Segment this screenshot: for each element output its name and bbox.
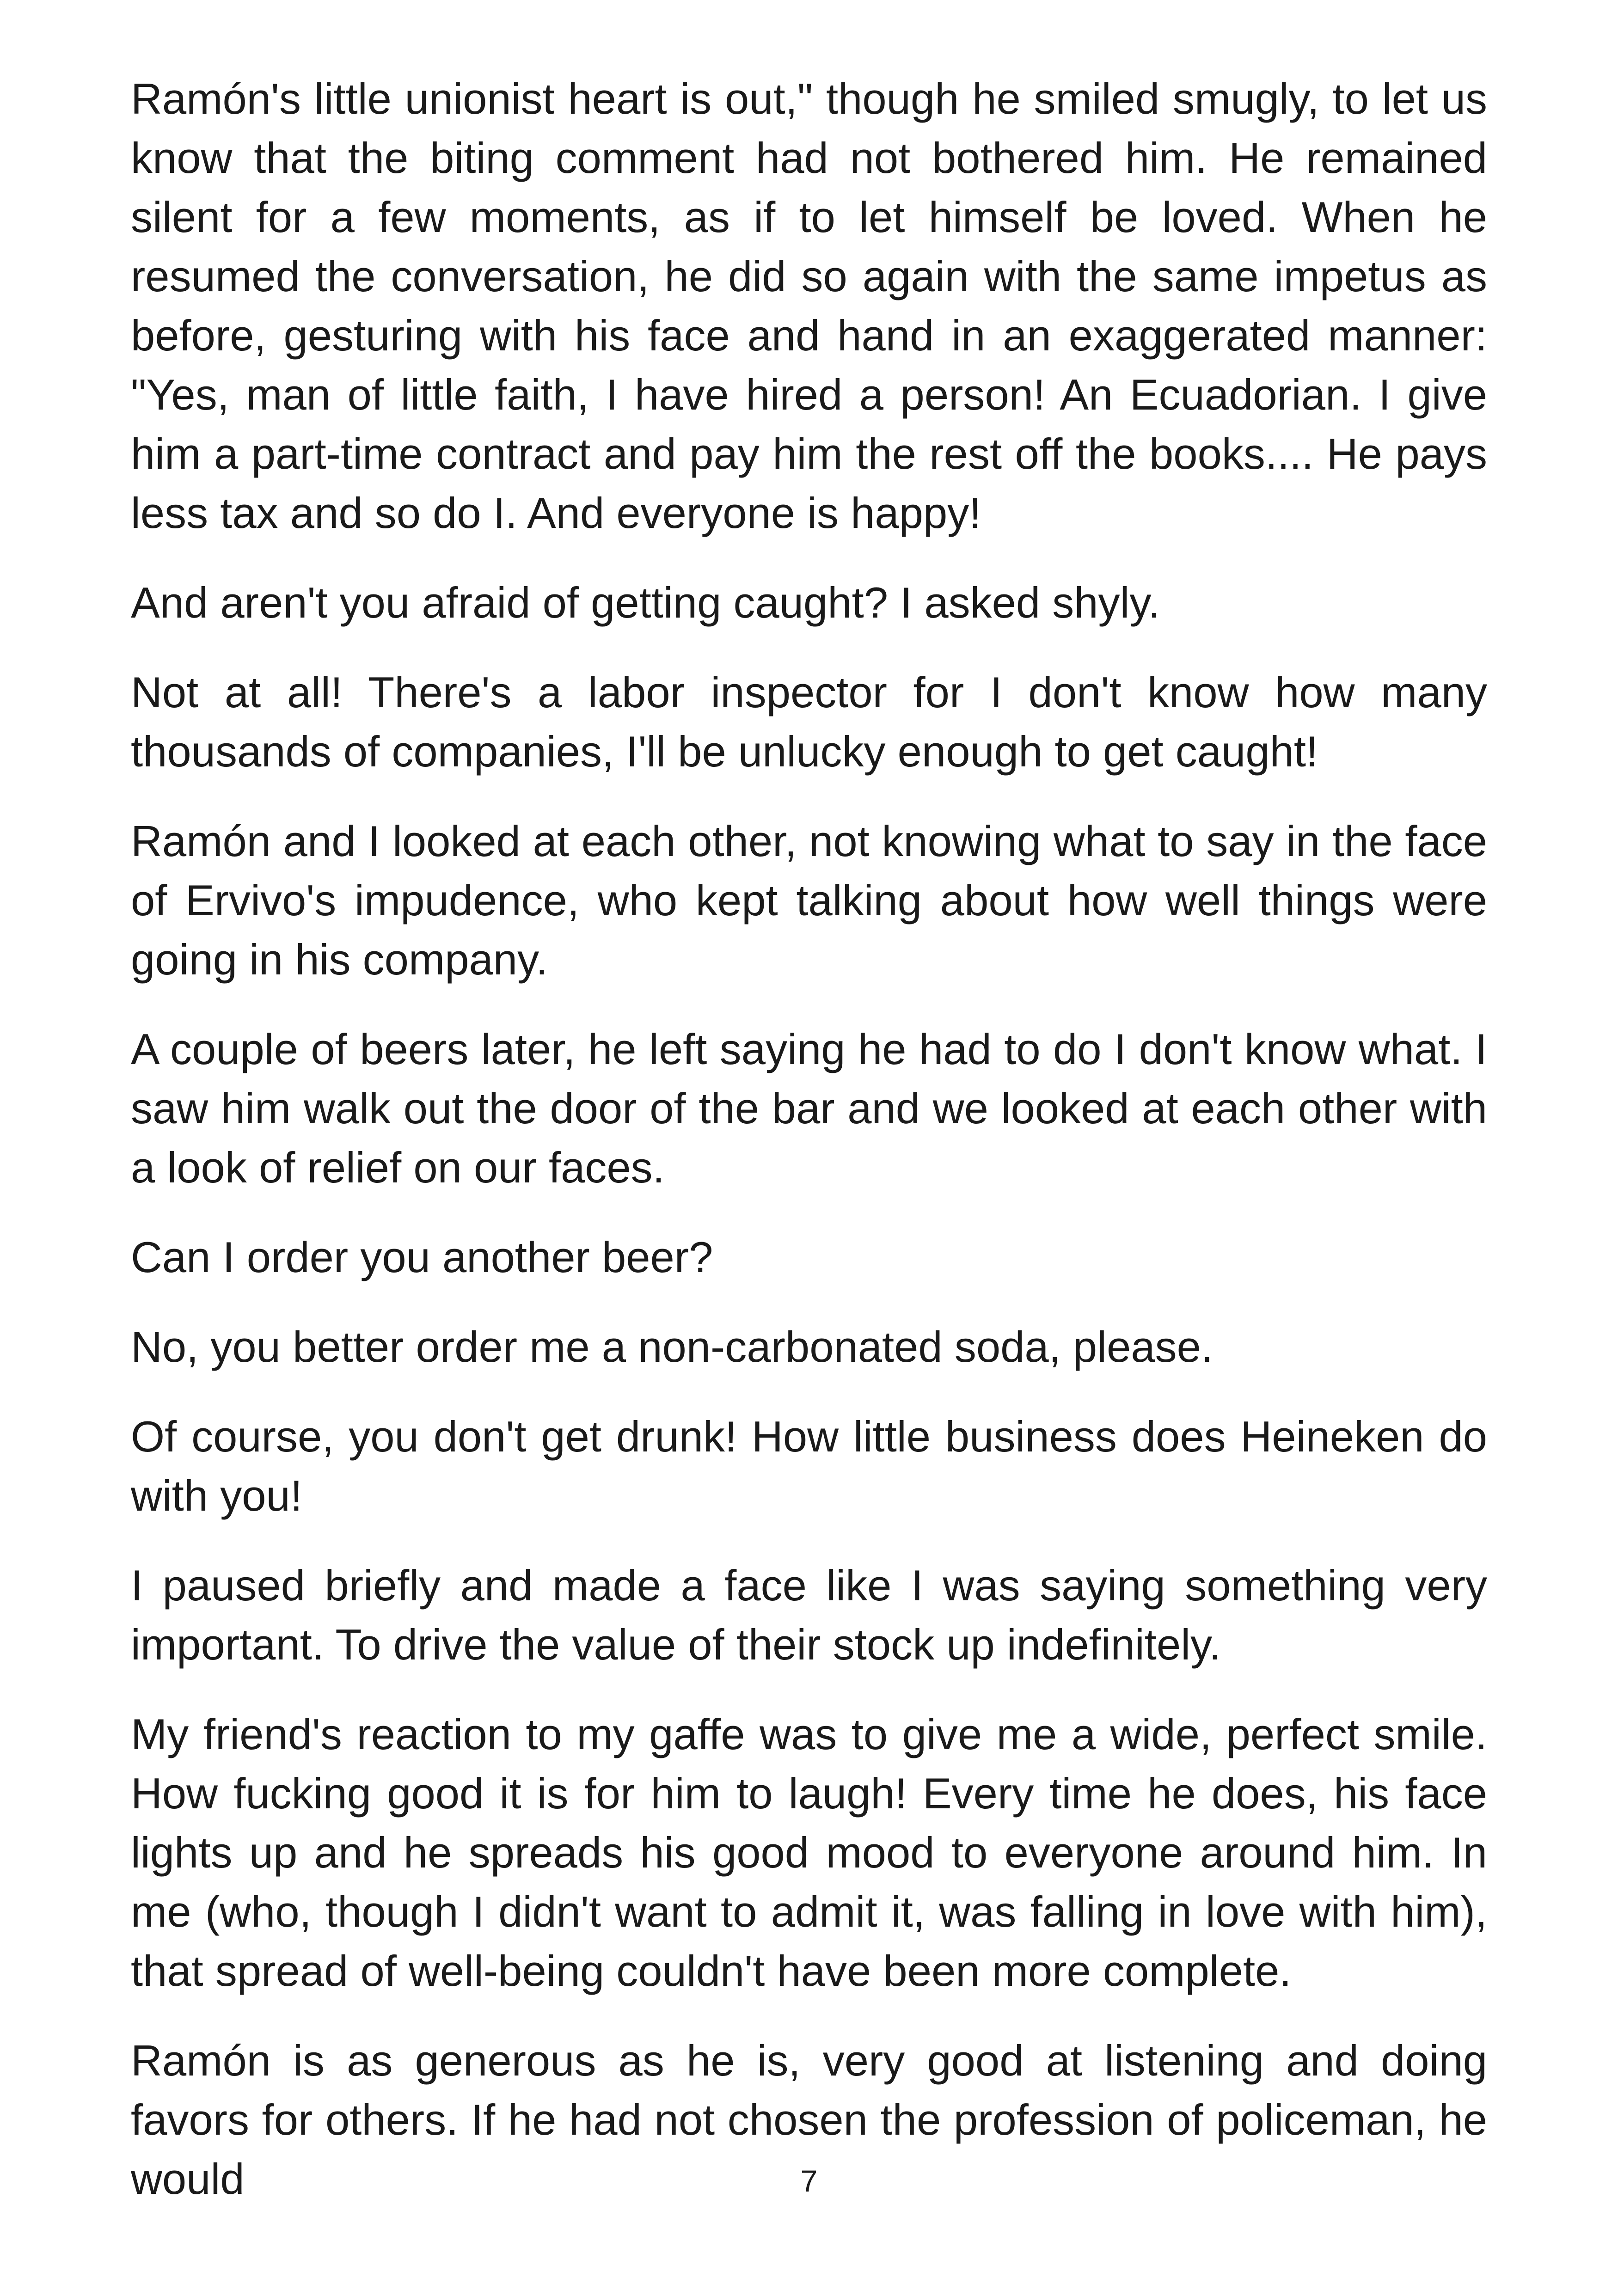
paragraph-2: And aren't you afraid of getting caught? I asked shyly. (131, 578, 1160, 627)
paragraph-10: My friend's reaction to my gaffe was to give me a wide, perfect smile. How fucking good it is for him to laugh! Every time he does, his face lights up and he spreads his good mood to everyone around him. In me (who, though I didn't want to admit it, was falling in love with him), that spread of well-being couldn't have been more complete. (131, 1710, 1487, 1995)
paragraph-8: Of course, you don't get drunk! How little business does Heineken do with you! (131, 1412, 1487, 1520)
paragraph-7: No, you better order me a non-carbonated soda, please. (131, 1322, 1214, 1371)
paragraph-11: Ramón is as generous as he is, very good at listening and doing favors for others. If he had not chosen the profession of policeman, he would (131, 2036, 1487, 2203)
paragraph-6: Can I order you another beer? (131, 1233, 713, 1281)
paragraph-3: Not at all! There's a labor inspector for I don't know how many thousands of companies, I'll be unlucky enough to get caught! (131, 668, 1487, 776)
paragraph-9: I paused briefly and made a face like I was saying something very important. To drive the value of their stock up indefinitely. (131, 1561, 1487, 1669)
body-text (131, 69, 1487, 2209)
page-number: 7 (800, 2164, 818, 2198)
paragraph-5: A couple of beers later, he left saying he had to do I don't know what. I saw him walk out the door of the bar and we looked at each other with a look of relief on our faces. (131, 1025, 1487, 1192)
paragraph-4: Ramón and I looked at each other, not knowing what to say in the face of Ervivo's impudence, who kept talking about how well things were going in his company. (131, 817, 1487, 984)
paragraph-1: Ramón's little unionist heart is out," though he smiled smugly, to let us know that the biting comment had not bothered him. He remained silent for a few moments, as if to let himself be loved. When he resumed the conversation, he did so again with the same impetus as before, gesturing with his face and hand in an exaggerated manner: "Yes, man of little faith, I have hired a person! An Ecuadorian. I give him a part-time contract and pay him the rest off the books.... He pays less tax and so do I. And everyone is happy! (131, 74, 1487, 537)
